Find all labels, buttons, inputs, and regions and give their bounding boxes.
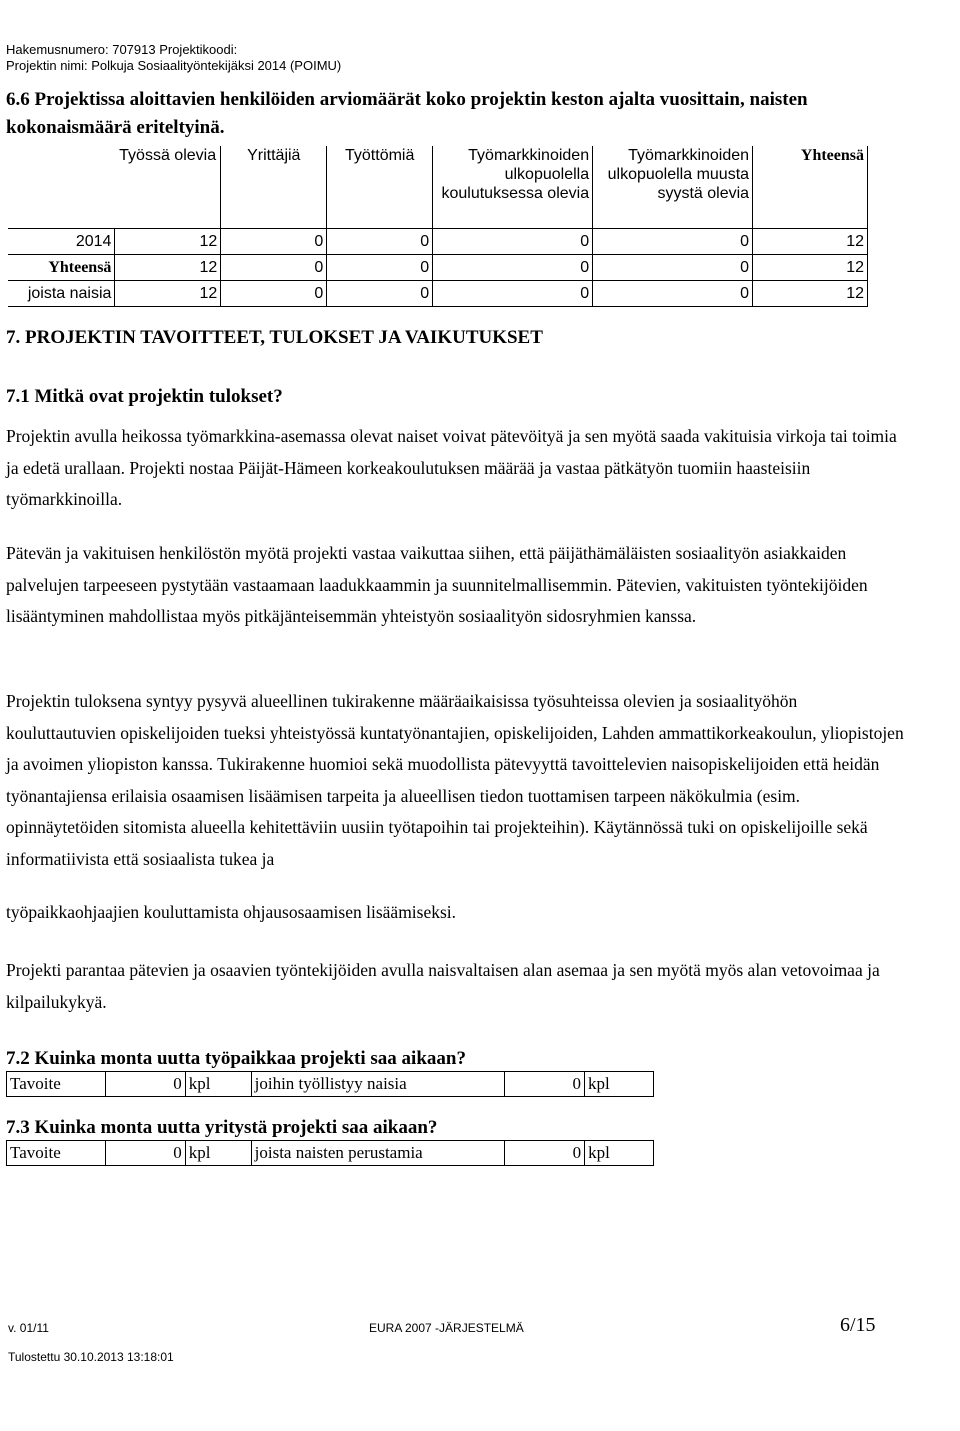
section-6-6-title-line-2: kokonaismäärä eriteltyinä. bbox=[6, 117, 225, 138]
table-cell: 12 bbox=[115, 281, 221, 307]
section-7-3-title: 7.3 Kuinka monta uutta yritystä projekti saa aikaan? bbox=[6, 1117, 438, 1138]
table-cell: 0 bbox=[327, 281, 433, 307]
table-cell: joihin työllistyy naisia bbox=[251, 1072, 505, 1097]
table-cell: 0 bbox=[593, 229, 753, 255]
table-cell: 0 bbox=[433, 255, 593, 281]
paragraph: Pätevän ja vakituisen henkilöstön myötä projekti vastaa vaikuttaa siihen, että päijäthämäläisten sosiaalityön asiakkaiden palvelujen tarpeeseen pystytään vastaamaan laadukkaammin ja suunnitelmallisemmin. Pätevien, vakituisten työntekijöiden lisääntyminen mahdollistaa myös pitkäjänteisemmän yhteistyön sosiaalityön sidosryhmien kanssa. bbox=[6, 543, 868, 626]
table-cell: joista naisten perustamia bbox=[251, 1141, 505, 1166]
participants-table bbox=[8, 146, 868, 307]
companies-table bbox=[6, 1140, 654, 1166]
footer-version: v. 01/11 bbox=[8, 1321, 49, 1335]
header-line-2: Projektin nimi: Polkuja Sosiaalityöntekijäksi 2014 (POIMU) bbox=[6, 58, 342, 73]
col-header: Työssä olevia bbox=[115, 146, 221, 229]
jobs-table bbox=[6, 1071, 654, 1097]
col-header: Yrittäjiä bbox=[221, 146, 327, 229]
table-cell: 0 bbox=[327, 255, 433, 281]
col-header: Yhteensä bbox=[753, 146, 868, 229]
table-cell: kpl bbox=[585, 1072, 654, 1097]
table-row bbox=[7, 1141, 654, 1166]
table-cell: kpl bbox=[185, 1141, 251, 1166]
row-label: Yhteensä bbox=[8, 255, 115, 281]
table-cell: 0 bbox=[221, 281, 327, 307]
table-cell: 0 bbox=[505, 1141, 585, 1166]
table-row bbox=[8, 255, 868, 281]
table-cell: 0 bbox=[327, 229, 433, 255]
section-7-1-title: 7.1 Mitkä ovat projektin tulokset? bbox=[6, 386, 283, 407]
paragraph: Projektin avulla heikossa työmarkkina-asemassa olevat naiset voivat pätevöityä ja sen myötä saada vakituisia virkoja tai toimia ja edetä urallaan. Projekti nostaa Päijät-Hämeen korkeakoulutuksen määrää ja vastaa pätkätyön tuomiin haasteisiin työmarkkinoilla. bbox=[6, 426, 897, 509]
table-cell: kpl bbox=[185, 1072, 251, 1097]
row-label: 2014 bbox=[8, 229, 115, 255]
paragraph: työpaikkaohjaajien kouluttamista ohjausosaamisen lisäämiseksi. bbox=[6, 902, 457, 922]
table-cell: 0 bbox=[221, 229, 327, 255]
table-row bbox=[7, 1072, 654, 1097]
footer-page-number: 6/15 bbox=[840, 1314, 876, 1336]
footer-printed: Tulostettu 30.10.2013 13:18:01 bbox=[8, 1350, 174, 1364]
header-line-1: Hakemusnumero: 707913 Projektikoodi: bbox=[6, 42, 238, 57]
table-row bbox=[8, 281, 868, 307]
table-cell: Tavoite bbox=[7, 1141, 106, 1166]
col-header: Työmarkkinoiden ulkopuolella muusta syystä olevia bbox=[593, 146, 753, 229]
table-cell: kpl bbox=[585, 1141, 654, 1166]
paragraph: Projektin tuloksena syntyy pysyvä alueellinen tukirakenne määräaikaisissa työsuhteissa olevien ja sosiaalityöhön kouluttautuvien opiskelijoiden tueksi yhteistyössä kuntatyönantajien, opiskelijoiden, Lahden ammattikorkeakoulun, yliopistojen ja avoimen yliopiston kanssa. Tukirakenne huomioi sekä muodollista pätevyyttä tavoittelevien naisopiskelijoiden että heidän työnantajiensa erilaisia osaamisen lisäämisen tarpeita ja alueellisen tiedon tuottamisen tarpeen näkökulmia (esim. opinnäytetöiden sitomista alueella kehitettäviin uusiin työtapoihin tai projekteihin). Käytännössä tuki on opiskelijoille sekä informatiivista että sosiaalista tukea ja bbox=[6, 691, 904, 869]
row-label: joista naisia bbox=[8, 281, 115, 307]
table-cell: 0 bbox=[593, 281, 753, 307]
table-cell: 0 bbox=[221, 255, 327, 281]
table-cell: Tavoite bbox=[7, 1072, 106, 1097]
table-cell: 0 bbox=[505, 1072, 585, 1097]
table-cell: 12 bbox=[753, 281, 868, 307]
table-cell: 12 bbox=[753, 229, 868, 255]
table-cell: 0 bbox=[105, 1141, 185, 1166]
col-header: Työmarkkinoiden ulkopuolella koulutuksessa olevia bbox=[433, 146, 593, 229]
table-cell: 12 bbox=[115, 255, 221, 281]
table-cell: 12 bbox=[753, 255, 868, 281]
table-cell: 0 bbox=[433, 229, 593, 255]
paragraph: Projekti parantaa pätevien ja osaavien työntekijöiden avulla naisvaltaisen alan asemaa ja sen myötä myös alan vetovoimaa ja kilpailukykyä. bbox=[6, 960, 880, 1012]
table-row bbox=[8, 229, 868, 255]
col-header: Työttömiä bbox=[327, 146, 433, 229]
footer-system: EURA 2007 -JÄRJESTELMÄ bbox=[369, 1321, 524, 1335]
section-7-title: 7. PROJEKTIN TAVOITTEET, TULOKSET JA VAIKUTUKSET bbox=[6, 327, 543, 348]
section-7-2-title: 7.2 Kuinka monta uutta työpaikkaa projekti saa aikaan? bbox=[6, 1048, 466, 1069]
table-header-row bbox=[8, 146, 868, 229]
table-cell: 0 bbox=[433, 281, 593, 307]
table-cell: 0 bbox=[593, 255, 753, 281]
table-cell: 12 bbox=[115, 229, 221, 255]
section-6-6-title-line-1: 6.6 Projektissa aloittavien henkilöiden arviomäärät koko projektin keston ajalta vuosittain, naisten bbox=[6, 89, 808, 110]
table-cell: 0 bbox=[105, 1072, 185, 1097]
